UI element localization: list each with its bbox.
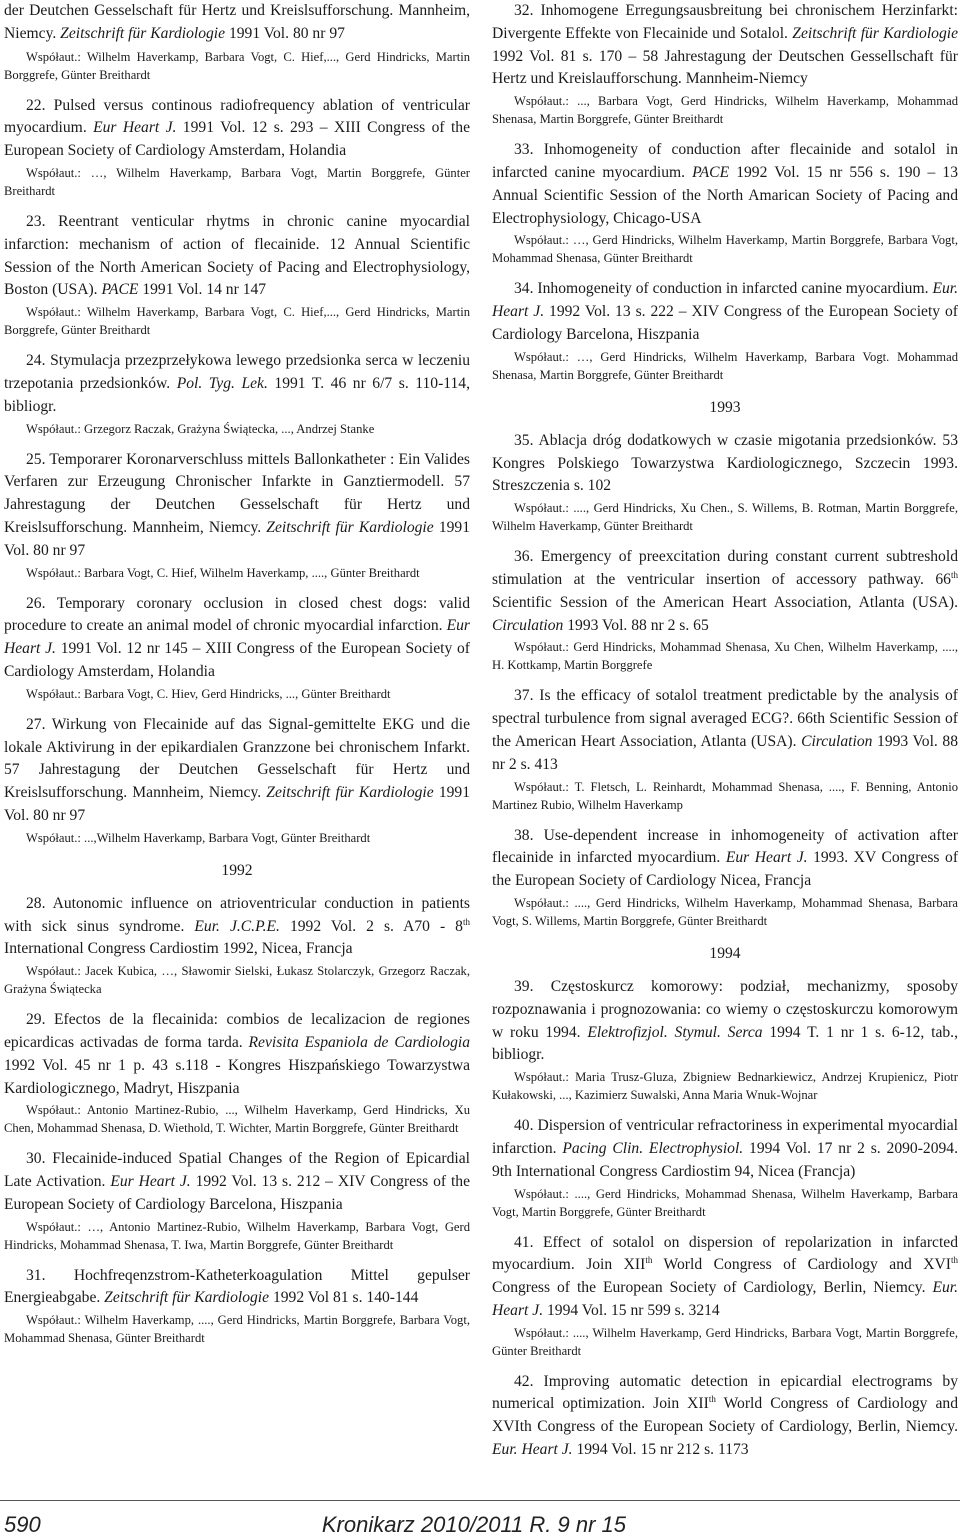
journal-name: PACE: [101, 281, 139, 299]
coauthors: Współaut.: …, Wilhelm Haverkamp, Barbara Vogt, Martin Borggrefe, Günter Breithardt: [4, 165, 470, 198]
coauthors: Współaut.: ...., Gerd Hindricks, Mohammad Shenasa, Wilhelm Haverkamp, Barbara Vogt, Martin Borggrefe, Günter Breithardt: [492, 1186, 958, 1219]
entry-text: Inhomogene Erregungsausbreitung bei chronischem Herzinfarkt: Divergente Effekte von Flecainide und Sotalol.: [492, 2, 958, 42]
right-publication-list: [492, 0, 958, 1462]
entry-text: 1994 T. 1 nr 1 s. 6-12, tab., bibliogr.: [492, 1023, 958, 1064]
journal-name: Eur Heart J.: [93, 119, 177, 137]
journal-name: Circulation: [492, 616, 564, 634]
entry-number: 24.: [26, 352, 46, 370]
publication-entry: [4, 593, 470, 684]
entry-text: Efectos de la flecainida: combios de lecalizacion de regiones epicardicas activadas de forma tarda.: [4, 1011, 470, 1051]
right-column: [492, 0, 958, 1462]
publication-entry: [4, 350, 470, 418]
page-number: 590: [4, 1512, 41, 1537]
coauthors: Współaut.: Wilhelm Haverkamp, Barbara Vogt, C. Hief,..., Gerd Hindricks, Martin Borggrefe, Günter Breithardt: [4, 305, 470, 338]
journal-name: Zeitschrift für Kardiologie: [266, 784, 434, 802]
entry-text: 1991 Vol. 14 nr 147: [138, 281, 267, 299]
coauthors: Współaut.: ...,Wilhelm Haverkamp, Barbara Vogt, Günter Breithardt: [26, 830, 371, 845]
publication-entry: [492, 546, 958, 637]
coauthors: Współaut.: Gerd Hindricks, Mohammad Shenasa, Xu Chen, Wilhelm Haverkamp, ...., H. Kottkamp, Martin Borggrefe: [492, 640, 958, 673]
entry-number: 29.: [26, 1011, 46, 1029]
entry-number: 36.: [514, 548, 534, 566]
publication-entry: [4, 449, 470, 563]
entry-text: Use-dependent increase in inhomogeneity of activation after flecainide in infarcted myocardium.: [492, 826, 958, 867]
journal-name: Eur Heart J.: [725, 849, 808, 867]
publication-entry: [4, 1009, 470, 1100]
journal-name: Pol. Tyg. Lek.: [176, 374, 268, 392]
publication-entry: [492, 139, 958, 230]
superscript: th: [950, 569, 958, 580]
journal-name: Revisita Espaniola de Cardiologia: [248, 1033, 470, 1051]
entry-text: 1992 Vol. 2 s. A70 - 8: [279, 917, 463, 935]
entry-number: 28.: [26, 894, 46, 912]
entry-number: 38.: [514, 826, 534, 844]
publication-entry: [4, 893, 470, 961]
journal-name: Eur. J.C.P.E.: [194, 917, 280, 935]
coauthors: Współaut.: ...., Gerd Hindricks, Wilhelm Haverkamp, Mohammad Shenasa, Barbara Vogt, S. Willems, Martin Borggrefe, Günter Breithardt: [492, 895, 958, 928]
entry-text: World Congress of Cardiology and XVIth Congress of the European Society of Cardiology, Berlin, Niemcy.: [492, 1395, 959, 1436]
entry-number: 26.: [26, 594, 46, 612]
year-heading: 1992: [221, 861, 253, 879]
entry-text: Flecainide-induced Spatial Changes of the Region of Epicardial Late Activation.: [4, 1150, 470, 1191]
journal-name: Elektrofizjol. Stymul. Serca: [587, 1023, 763, 1041]
entry-text: Congress of the European Society of Cardiology, Berlin, Niemcy.: [492, 1279, 933, 1297]
entry-text: 1994 Vol. 15 nr 599 s. 3214: [543, 1301, 720, 1319]
entry-text: Temporary coronary occlusion in closed chest dogs: valid procedure to create an animal model of chronic myocardial infarction.: [4, 594, 470, 635]
year-heading: 1994: [709, 944, 741, 962]
coauthors: Współaut.: …, Antonio Martinez-Rubio, Wilhelm Haverkamp, Barbara Vogt, Gerd Hindricks, Mohammad Shenasa, T. Iwa, Martin Borggrefe, Günter Breithardt: [4, 1219, 470, 1252]
publication-entry: [492, 825, 958, 893]
left-publication-list: [4, 95, 470, 1348]
coauthors: Współaut.: ...., Wilhelm Haverkamp, Gerd Hindricks, Barbara Vogt, Martin Borggrefe, Günter Breithardt: [492, 1325, 958, 1358]
entry-text: Autonomic influence on atrioventricular conduction in patients with sick sinus syndrome.: [4, 894, 470, 935]
coauthors: Współaut.: Barbara Vogt, C. Hiev, Gerd Hindricks, ..., Günter Breithardt: [26, 686, 391, 701]
entry-text: 1994 Vol. 17 nr 2 s. 2090-2094. 9th International Congress Cardiostim 94, Nicea (Francja): [492, 1139, 958, 1180]
publication-entry: [492, 976, 958, 1067]
entry-number: 42.: [514, 1372, 534, 1390]
page-footer: [0, 1500, 960, 1537]
publication-entry: [492, 0, 958, 91]
entry-number: 41.: [514, 1233, 534, 1251]
coauthors: Współaut.: Jacek Kubica, …, Sławomir Sielski, Łukasz Stolarczyk, Grzegorz Raczak, Grażyna Świątecka: [4, 964, 470, 997]
entry-text: 1992 Vol. 15 nr 556 s. 190 – 13 Annual Scientific Session of the North Amarican Society of Pacing and Electrophysiology, Chicago-USA: [492, 163, 958, 227]
entry-number: 25.: [26, 450, 46, 468]
entry-number: 35.: [514, 431, 534, 449]
publication-entry: [4, 1148, 470, 1216]
entry-number: 27.: [26, 715, 46, 733]
publication-entry: [492, 1115, 958, 1183]
journal-name: Eur Heart J.: [110, 1173, 191, 1191]
entry-text: 1992 Vol. 13 s. 212 – XIV Congress of the European Society of Cardiology Barcelona, Hiszpania: [4, 1173, 471, 1213]
journal-name: Zeitschrift für Kardiologie: [60, 24, 226, 42]
journal-name: Zeitschrift für Kardiologie: [104, 1289, 270, 1307]
entry-number: 34.: [514, 280, 534, 298]
entry-text: 1992 Vol. 81 s. 170 – 58 Jahrestagung der Deutschen Gessellschaft für Hertz und Kreislaufforschung. Mannheim-Niemcy: [492, 47, 958, 88]
superscript: th: [462, 916, 470, 927]
entry-text: Emergency of preexcitation during constant current subtreshold stimulation at the ventricular insertion of accessory pathway. 66: [492, 548, 958, 588]
entry-text: Is the efficacy of sotalol treatment predictable by the analysis of spectral turbulence from signal averaged ECG?. 66th Scientific Session of the American Heart Association, Atlanta (USA).: [492, 687, 958, 750]
entry-number: 33.: [514, 141, 534, 159]
left-column: [4, 0, 470, 1358]
entry-text: Stymulacja przezprzełykowa lewego przedsionka serca w leczeniu trzepotania przedsionków.: [4, 352, 470, 392]
publication-entry: [492, 685, 958, 776]
entry-number: 23.: [26, 212, 46, 230]
entry-text: International Congress Cardiostim 1992, Nicea, Francja: [4, 940, 353, 958]
entry-number: 37.: [514, 687, 534, 705]
entry-text: Improving automatic detection in epicardial electrograms by numerical optimization. Join XII: [492, 1372, 958, 1413]
journal-name: Pacing Clin. Electrophysiol.: [562, 1139, 744, 1157]
coauthors: Współaut.: Grzegorz Raczak, Grażyna Świątecka, ..., Andrzej Stanke: [26, 421, 375, 436]
continued-entry-coauthors: Współaut.: Wilhelm Haverkamp, Barbara Vogt, C. Hief,..., Gerd Hindricks, Martin Borggrefe, Günter Breithardt: [4, 49, 470, 82]
entry-text: 1993 Vol. 88 nr 2 s. 413: [492, 732, 958, 773]
entry-text: 1993 Vol. 88 nr 2 s. 65: [563, 616, 709, 634]
coauthors: Współaut.: ...., Gerd Hindricks, Xu Chen., S. Willems, B. Rotman, Martin Borggrefe, Wilhelm Haverkamp, Günter Breithardt: [492, 501, 958, 534]
superscript: th: [645, 1255, 653, 1266]
entry-text: 1992 Vol. 45 nr 1 p. 43 s.118 - Kongres Hiszpańskiego Towarzystwa Kardiologicznego, Madryt, Hiszpania: [4, 1056, 470, 1097]
entry-number: 39.: [514, 977, 534, 995]
publication-entry: [4, 95, 470, 163]
journal-title: Kronikarz 2010/2011 R. 9 nr 15: [321, 1512, 626, 1537]
coauthors: Współaut.: Wilhelm Haverkamp, ...., Gerd Hindricks, Martin Borggrefe, Barbara Vogt, Mohammad Shenasa, Günter Breithardt: [4, 1313, 470, 1346]
journal-name: Eur. Heart J.: [492, 1441, 573, 1459]
entry-number: 22.: [26, 96, 46, 114]
entry-text: Ablacja dróg dodatkowych w czasie migotania przedsionków. 53 Kongres Polskiego Towarzystwa Kardiologicznego, Szczecin 1993. Streszczenia s. 102: [492, 431, 958, 495]
superscript: th: [708, 1394, 716, 1405]
entry-text: Temporarer Koronarverschluss mittels Ballonkatheter : Ein Valides Verfaren zur Erzeugung Chronischer Infarkte in Ganztiermodell. 57 Jahrestagung der Deutchen Gesselschaft für Hertz und Kreislsufforschung. Mannheim, Niemcy.: [4, 450, 470, 536]
entry-text: Pulsed versus continous radiofrequency ablation of ventricular myocardium.: [4, 96, 470, 137]
entry-text: Częstoskurcz komorowy: podział, mechanizmy, sposoby rozpoznawania i prognozowania: co wiemy o częstoskurczu komorowym w roku 1994.: [492, 977, 958, 1041]
entry-text: 1991 Vol. 12 nr 145 – XIII Congress of the European Society of Cardiology Amsterdam, Holandia: [4, 640, 470, 680]
coauthors: Współaut.: T. Fletsch, L. Reinhardt, Mohammad Shenasa, ...., F. Benning, Antonio Martinez Rubio, Wilhelm Haverkamp: [492, 779, 958, 812]
entry-text: World Congress of Cardiology and XVI: [652, 1256, 951, 1274]
publication-entry: [492, 278, 958, 346]
coauthors: Współaut.: Barbara Vogt, C. Hief, Wilhelm Haverkamp, ...., Günter Breithardt: [26, 565, 420, 580]
entry-text: 1992 Vol 81 s. 140-144: [269, 1289, 419, 1307]
entry-text: 1991 Vol. 80 nr 97: [225, 24, 345, 42]
entry-text: Inhomogeneity of conduction in infarcted canine myocardium.: [533, 280, 933, 298]
journal-name: Eur Heart J.: [4, 617, 470, 658]
continued-entry-text: [4, 0, 470, 46]
entry-text: 1991 T. 46 nr 6/7 s. 110-114, bibliogr.: [4, 374, 470, 415]
journal-name: Zeitschrift für Kardiologie: [792, 24, 959, 42]
coauthors: Współaut.: …, Gerd Hindricks, Wilhelm Haverkamp, Barbara Vogt. Mohammad Shenasa, Martin Borggrefe, Günter Breithardt: [492, 349, 958, 382]
entry-text: 1991 Vol. 80 nr 97: [4, 784, 470, 824]
journal-name: PACE: [692, 163, 730, 181]
entry-text: 1993. XV Congress of the European Society of Cardiology Nicea, Francja: [492, 849, 959, 890]
publication-entry: [4, 1265, 470, 1311]
entry-number: 40.: [514, 1117, 534, 1135]
publication-entry: [4, 211, 470, 302]
entry-text: Dispersion of ventricular refractoriness in experimental myocardial infarction.: [492, 1117, 958, 1157]
superscript: th: [950, 1255, 958, 1266]
entry-number: 31.: [26, 1266, 46, 1284]
entry-number: 32.: [514, 2, 534, 19]
entry-text: Hochfreqenzstrom-Katheterkoagulation Mittel gepulser Energieabgabe.: [4, 1266, 470, 1307]
entry-text: der Deutchen Gesselschaft für Hertz und Kreislsufforschung. Mannheim, Niemcy.: [4, 2, 470, 42]
year-heading: 1993: [709, 398, 741, 416]
entry-text: 1991 Vol. 12 s. 293 – XIII Congress of the European Society of Cardiology Amsterdam, Holandia: [4, 119, 471, 160]
entry-text: Effect of sotalol on dispersion of repolarization in infarcted myocardium. Join XII: [492, 1233, 958, 1274]
entry-text: Inhomogeneity of conduction after flecainide and sotalol in infarcted canine myocardium.: [492, 141, 958, 181]
publication-entry: [4, 714, 470, 828]
journal-name: Eur. Heart J.: [492, 1279, 958, 1319]
entry-text: 1991 Vol. 80 nr 97: [4, 518, 470, 559]
entry-text: Reentrant venticular rhytms in chronic canine myocardial infarction: mechanism of action of flecainide. 12 Annual Scientific Session of the North American Society of Pacing and Electrophysiology, Boston (USA).: [4, 212, 470, 299]
entry-text: Wirkung von Flecainide auf das Signal-gemittelte EKG und die lokale Aktivirung in der epikardialen Granzzone bei chronischem Infarkt. 57 Jahrestagung der Deutchen Gesselschaft für Hertz und Kreislsufforschung. Mannheim, Niemcy.: [4, 715, 470, 802]
entry-text: 1992 Vol. 13 s. 222 – XIV Congress of the European Society of Cardiology Barcelona, Hiszpania: [492, 303, 958, 343]
journal-name: Eur. Heart J.: [492, 280, 958, 321]
entry-text: Scientific Session of the American Heart Association, Atlanta (USA).: [492, 593, 958, 611]
journal-name: Zeitschrift für Kardiologie: [266, 518, 434, 536]
publication-entry: [492, 1371, 958, 1462]
footer-rule: [0, 1500, 960, 1501]
publication-entry: [492, 1232, 958, 1323]
entry-text: 1994 Vol. 15 nr 212 s. 1173: [572, 1441, 749, 1459]
coauthors: Współaut.: …, Gerd Hindricks, Wilhelm Haverkamp, Martin Borggrefe, Barbara Vogt, Mohammad Shenasa, Günter Breithardt: [492, 233, 958, 266]
entry-number: 30.: [26, 1150, 46, 1168]
journal-name: Circulation: [801, 732, 873, 750]
publication-entry: [492, 430, 958, 498]
coauthors: Współaut.: ..., Barbara Vogt, Gerd Hindricks, Wilhelm Haverkamp, Mohammad Shenasa, Martin Borggrefe, Günter Breithardt: [492, 94, 958, 127]
coauthors: Współaut.: Antonio Martinez-Rubio, ..., Wilhelm Haverkamp, Gerd Hindricks, Xu Chen, Mohammad Shenasa, D. Wiethold, T. Wichter, Martin Borggrefe, Günter Breithardt: [4, 1103, 470, 1136]
coauthors: Współaut.: Maria Trusz-Gluza, Zbigniew Bednarkiewicz, Andrzej Krupienicz, Piotr Kułakowski, ..., Kazimierz Suwalski, Anna Maria Wnuk-Wojnar: [492, 1070, 958, 1103]
